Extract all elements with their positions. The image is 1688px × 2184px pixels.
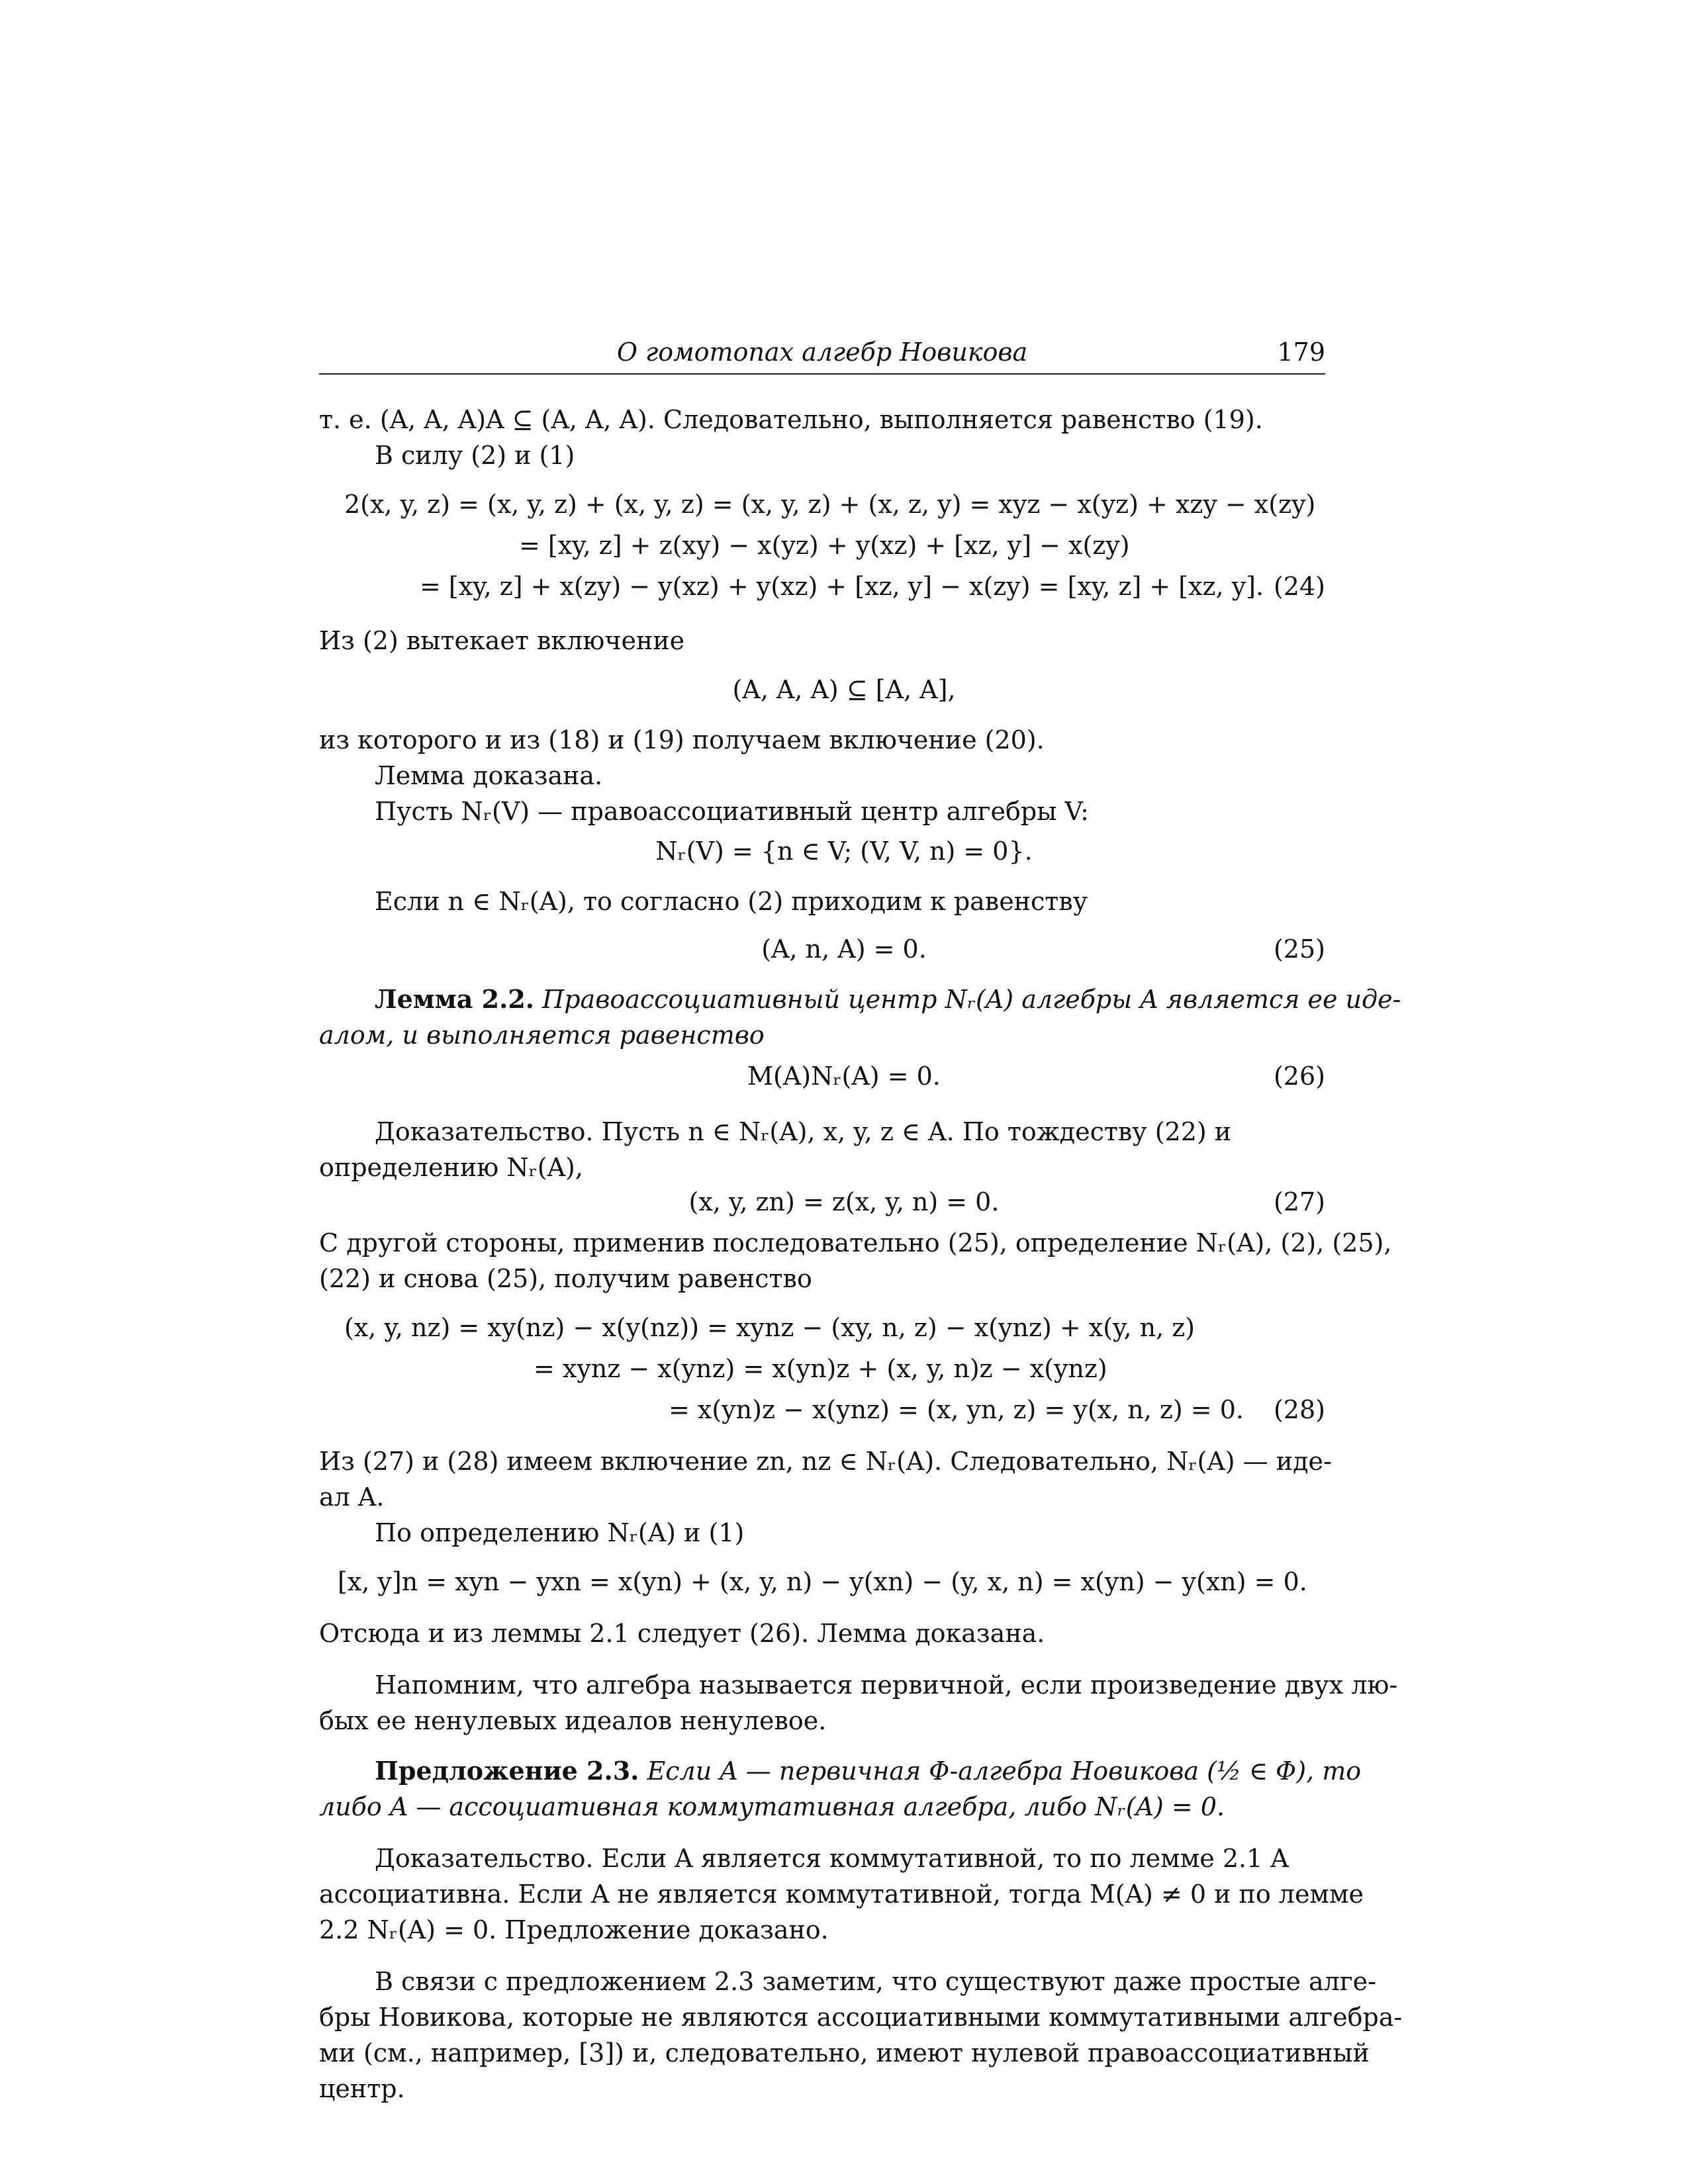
equation-24-line3: = [xy, z] + x(zy) − y(xz) + y(xz) + [xz, y] − x(zy) = [xy, z] + [xz, y]. bbox=[420, 572, 1264, 601]
equation-27: (x, y, zn) = z(x, y, n) = 0. bbox=[688, 1187, 1000, 1216]
text-line: т. е. (A, A, A)A ⊆ (A, A, A). Следовательно, выполняется равенство (19). bbox=[319, 405, 1263, 434]
text-line: Из (2) вытекает включение bbox=[319, 626, 685, 655]
equation-28-line3: = x(yn)z − x(ynz) = (x, yn, z) = y(x, n, z) = 0. bbox=[669, 1395, 1244, 1424]
equation-number: (25) bbox=[1273, 934, 1325, 964]
page-number: 179 bbox=[1277, 338, 1325, 367]
equation-28-line1: (x, y, nz) = xy(nz) − x(y(nz)) = xynz − (xy, n, z) − x(ynz) + x(y, n, z) bbox=[344, 1313, 1196, 1342]
text-line: Если n ∈ Nᵣ(A), то согласно (2) приходим к равенству bbox=[375, 887, 1088, 916]
text-line: из которого и из (18) и (19) получаем включение (20). bbox=[319, 725, 1045, 754]
text-line: ми (см., например, [3]) и, следовательно, имеют нулевой правоассоциативный bbox=[319, 2038, 1370, 2068]
running-header bbox=[319, 336, 1325, 375]
proposition-heading: Предложение 2.3. bbox=[375, 1756, 639, 1786]
equation-number: (27) bbox=[1273, 1187, 1325, 1216]
lemma-statement: алом, и выполняется равенство bbox=[319, 1021, 765, 1050]
text-line: Лемма доказана. bbox=[375, 761, 603, 790]
proof-line: Доказательство. Если A является коммутативной, то по лемме 2.1 A bbox=[375, 1844, 1289, 1873]
text-line: бры Новикова, которые не являются ассоциативными коммутативными алгебра- bbox=[319, 2003, 1403, 2032]
text-line: С другой стороны, применив последовательно (25), определение Nᵣ(A), (2), (25), bbox=[319, 1228, 1392, 1257]
proposition-2-3-line1 bbox=[375, 1755, 1361, 1787]
text-line: Отсюда и из леммы 2.1 следует (26). Лемма доказана. bbox=[319, 1619, 1045, 1648]
proposition-statement: Если A — первичная Φ-алгебра Новикова (½ ∈ Φ), то bbox=[647, 1756, 1362, 1786]
equation-commutator: [x, y]n = xyn − yxn = x(yn) + (x, y, n) − y(xn) − (y, x, n) = x(yn) − y(xn) = 0. bbox=[338, 1567, 1307, 1596]
text-line: По определению Nᵣ(A) и (1) bbox=[375, 1518, 745, 1547]
lemma-2-2-line1 bbox=[375, 983, 1401, 1015]
text-line: В связи с предложением 2.3 заметим, что существуют даже простые алге- bbox=[375, 1967, 1376, 1996]
equation-25: (A, n, A) = 0. bbox=[761, 934, 927, 964]
proposition-statement: либо A — ассоциативная коммутативная алгебра, либо Nᵣ(A) = 0. bbox=[319, 1792, 1225, 1821]
text-line: Напомним, что алгебра называется первичной, если произведение двух лю- bbox=[375, 1670, 1398, 1700]
equation-28-line2: = xynz − x(ynz) = x(yn)z + (x, y, n)z − x(ynz) bbox=[534, 1354, 1107, 1383]
equation-number: (24) bbox=[1273, 572, 1325, 601]
equation-center-def: Nᵣ(V) = {n ∈ V; (V, V, n) = 0}. bbox=[655, 837, 1033, 866]
equation-24-line1: 2(x, y, z) = (x, y, z) + (x, y, z) = (x, y, z) + (x, z, y) = xyz − x(yz) + xzy − x(zy) bbox=[344, 490, 1316, 519]
lemma-statement: Правоассоциативный центр Nᵣ(A) алгебры A является ее иде- bbox=[542, 985, 1401, 1014]
equation-number: (26) bbox=[1273, 1062, 1325, 1091]
text-line: ал A. bbox=[319, 1482, 385, 1512]
lemma-heading: Лемма 2.2. bbox=[375, 984, 534, 1014]
text-line: 2.2 Nᵣ(A) = 0. Предложение доказано. bbox=[319, 1915, 829, 1944]
proof-line: Доказательство. Пусть n ∈ Nᵣ(A), x, y, z ∈ A. По тождеству (22) и bbox=[375, 1117, 1232, 1146]
text-line: бых ее ненулевых идеалов ненулевое. bbox=[319, 1706, 827, 1735]
text-line: (22) и снова (25), получим равенство bbox=[319, 1264, 812, 1293]
lemma-2-2-line2 bbox=[319, 1019, 765, 1051]
text-line: Из (27) и (28) имеем включение zn, nz ∈ Nᵣ(A). Следовательно, Nᵣ(A) — иде- bbox=[319, 1447, 1332, 1476]
text-line: Пусть Nᵣ(V) — правоассоциативный центр алгебры V: bbox=[375, 797, 1089, 826]
equation-26: M(A)Nᵣ(A) = 0. bbox=[747, 1062, 941, 1091]
proof-line: определению Nᵣ(A), bbox=[319, 1153, 583, 1182]
text-line: ассоциативна. Если A не является коммутативной, тогда M(A) ≠ 0 и по лемме bbox=[319, 1880, 1364, 1909]
equation-inclusion: (A, A, A) ⊆ [A, A], bbox=[732, 675, 956, 704]
equation-24-line2: = [xy, z] + z(xy) − x(yz) + y(xz) + [xz, y] − x(zy) bbox=[519, 531, 1130, 560]
running-title: О гомотопах алгебр Новикова bbox=[616, 338, 1028, 367]
proposition-2-3-line2 bbox=[319, 1791, 1225, 1823]
equation-number: (28) bbox=[1273, 1395, 1325, 1424]
text-line: центр. bbox=[319, 2074, 405, 2103]
text-line: В силу (2) и (1) bbox=[375, 441, 575, 470]
